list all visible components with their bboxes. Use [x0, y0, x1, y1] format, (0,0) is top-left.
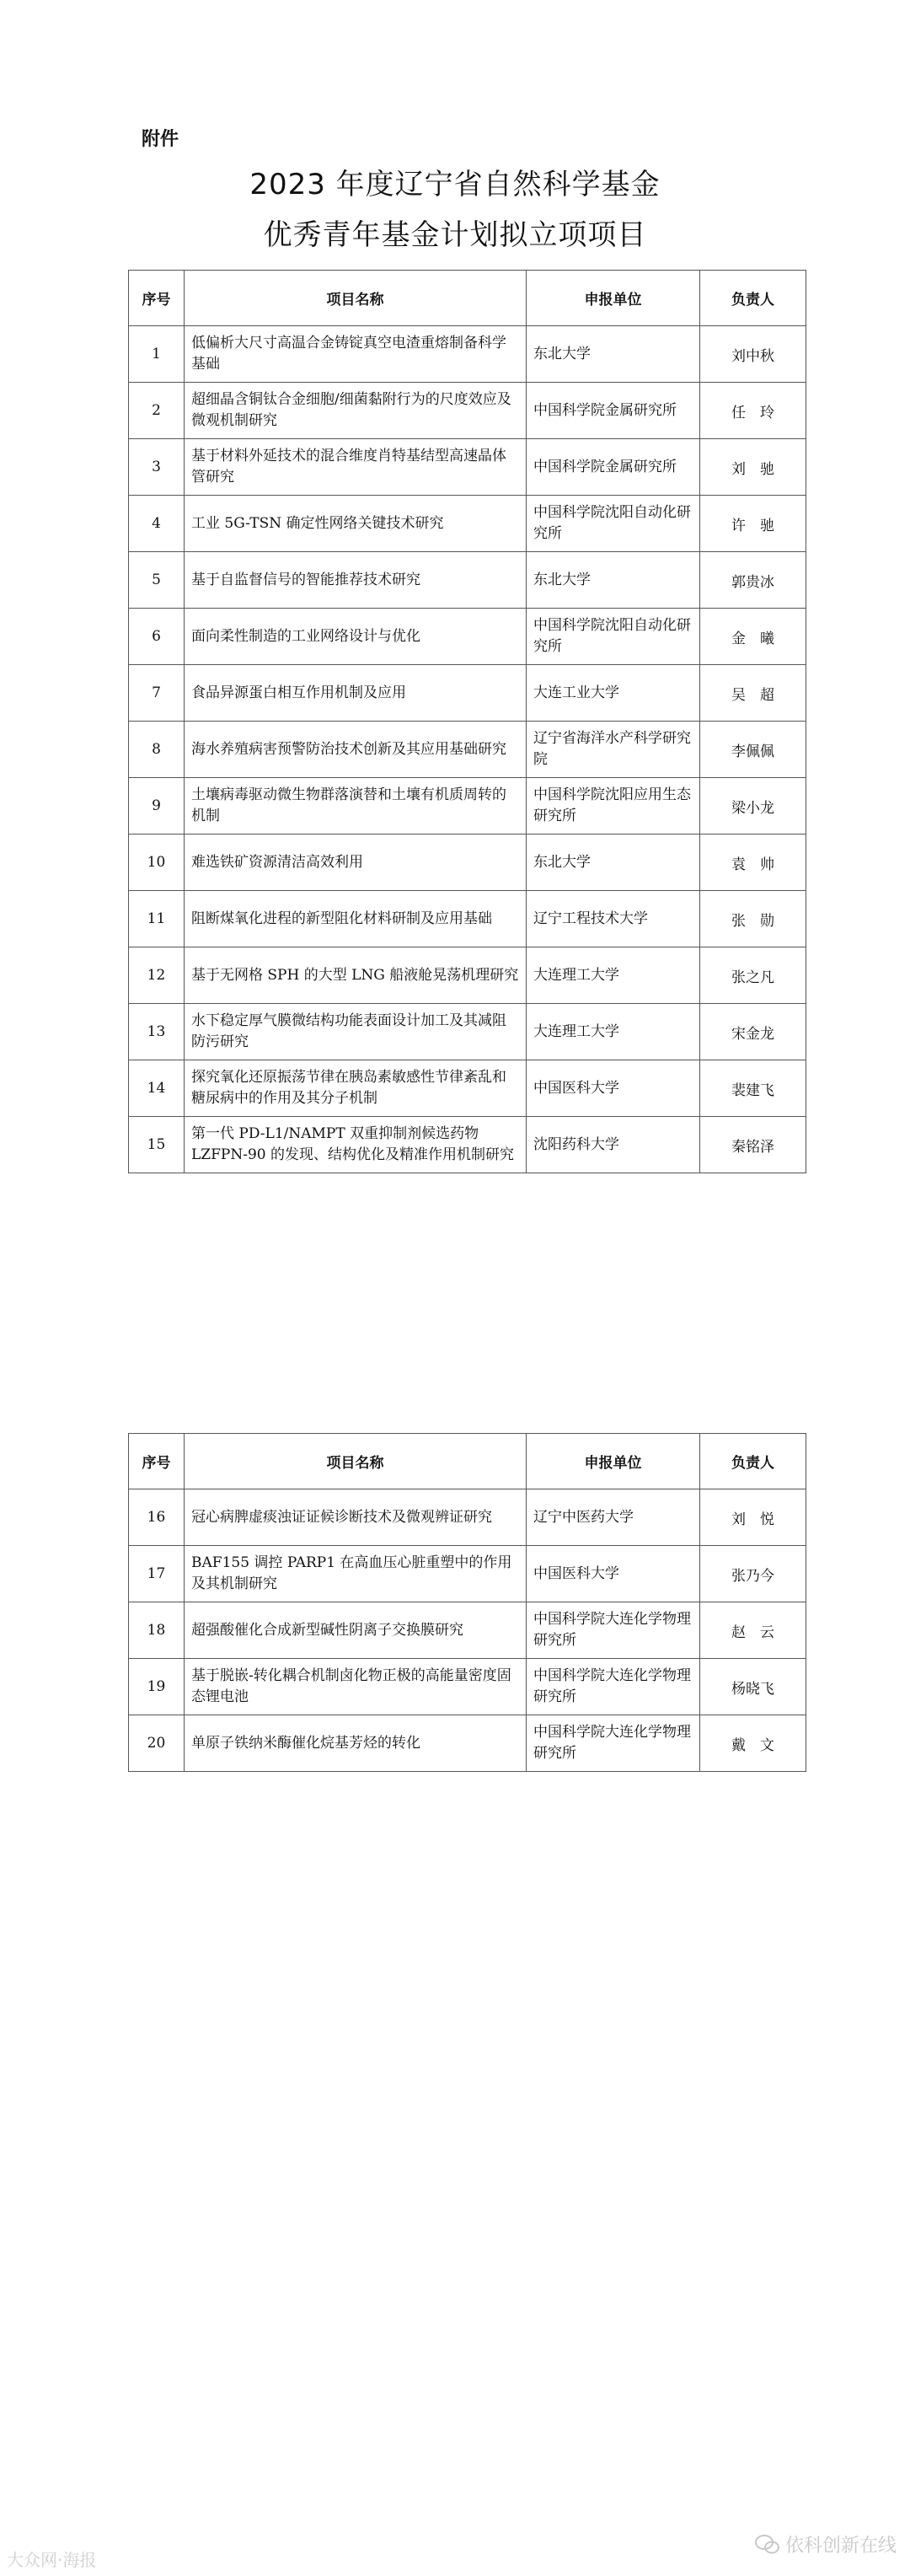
cell-idx: 4 [129, 496, 185, 552]
project-table-1 [128, 270, 806, 1173]
cell-unit: 东北大学 [527, 326, 700, 383]
cell-person: 戴 文 [700, 1715, 806, 1772]
wechat-icon [755, 2534, 780, 2556]
table-row [129, 1546, 806, 1602]
cell-unit: 中国科学院金属研究所 [527, 383, 700, 439]
cell-project-name: 冠心病脾虚痰浊证证候诊断技术及微观辨证研究 [185, 1489, 527, 1546]
cell-unit: 中国科学院沈阳应用生态研究所 [527, 778, 700, 835]
cell-project-name: 超细晶含铜钛合金细胞/细菌黏附行为的尺度效应及微观机制研究 [185, 383, 527, 439]
header-person: 负责人 [700, 1434, 806, 1489]
cell-project-name: 面向柔性制造的工业网络设计与优化 [185, 609, 527, 665]
watermark-right [755, 2531, 897, 2557]
table-row [129, 1489, 806, 1546]
watermark-left: 大众网·海报 [7, 2550, 97, 2570]
cell-unit: 中国科学院大连化学物理研究所 [527, 1659, 700, 1715]
cell-project-name: 基于脱嵌-转化耦合机制卤化物正极的高能量密度固态锂电池 [185, 1659, 527, 1715]
cell-idx: 14 [129, 1060, 185, 1117]
cell-person: 宋金龙 [700, 1004, 806, 1060]
table-row [129, 1060, 806, 1117]
cell-project-name: 工业 5G-TSN 确定性网络关键技术研究 [185, 496, 527, 552]
table-row [129, 1715, 806, 1772]
cell-unit: 中国科学院沈阳自动化研究所 [527, 609, 700, 665]
table-header-row [129, 1434, 806, 1489]
table-row [129, 778, 806, 835]
cell-project-name: 超强酸催化合成新型碱性阴离子交换膜研究 [185, 1602, 527, 1659]
cell-unit: 中国医科大学 [527, 1060, 700, 1117]
cell-person: 李佩佩 [700, 722, 806, 778]
header-unit: 申报单位 [527, 271, 700, 326]
table-header-row [129, 271, 806, 326]
cell-project-name: 食品异源蛋白相互作用机制及应用 [185, 665, 527, 722]
cell-person: 任 玲 [700, 383, 806, 439]
cell-project-name: 基于材料外延技术的混合维度肖特基结型高速晶体管研究 [185, 439, 527, 496]
cell-project-name: 低偏析大尺寸高温合金铸锭真空电渣重熔制备科学基础 [185, 326, 527, 383]
attachment-label: 附件 [142, 129, 179, 150]
table-row [129, 665, 806, 722]
cell-idx: 13 [129, 1004, 185, 1060]
header-idx: 序号 [129, 1434, 185, 1489]
cell-unit: 中国科学院沈阳自动化研究所 [527, 496, 700, 552]
table-row [129, 1004, 806, 1060]
document-title-line2: 优秀青年基金计划拟立项项目 [263, 218, 647, 252]
cell-unit: 中国科学院金属研究所 [527, 439, 700, 496]
cell-unit: 中国科学院大连化学物理研究所 [527, 1602, 700, 1659]
cell-unit: 辽宁工程技术大学 [527, 891, 700, 947]
cell-idx: 12 [129, 947, 185, 1004]
cell-person: 刘 悦 [700, 1489, 806, 1546]
cell-unit: 中国医科大学 [527, 1546, 700, 1602]
cell-project-name: 单原子铁纳米酶催化烷基芳烃的转化 [185, 1715, 527, 1772]
cell-idx: 8 [129, 722, 185, 778]
cell-person: 刘 驰 [700, 439, 806, 496]
cell-project-name: 基于自监督信号的智能推荐技术研究 [185, 552, 527, 609]
cell-idx: 18 [129, 1602, 185, 1659]
table-row [129, 496, 806, 552]
cell-unit: 中国科学院大连化学物理研究所 [527, 1715, 700, 1772]
cell-project-name: 第一代 PD-L1/NAMPT 双重抑制剂候选药物LZFPN-90 的发现、结构优化及精准作用机制研究 [185, 1117, 527, 1173]
cell-idx: 19 [129, 1659, 185, 1715]
cell-person: 赵 云 [700, 1602, 806, 1659]
cell-idx: 10 [129, 835, 185, 891]
table-row [129, 609, 806, 665]
cell-person: 郭贵冰 [700, 552, 806, 609]
header-idx: 序号 [129, 271, 185, 326]
cell-project-name: 水下稳定厚气膜微结构功能表面设计加工及其减阻防污研究 [185, 1004, 527, 1060]
cell-project-name: 阻断煤氧化进程的新型阻化材料研制及应用基础 [185, 891, 527, 947]
cell-person: 张 勋 [700, 891, 806, 947]
document-title-line1: 2023 年度辽宁省自然科学基金 [249, 168, 661, 201]
cell-idx: 6 [129, 609, 185, 665]
cell-idx: 5 [129, 552, 185, 609]
table-row [129, 326, 806, 383]
cell-project-name: 探究氧化还原振荡节律在胰岛素敏感性节律紊乱和糖尿病中的作用及其分子机制 [185, 1060, 527, 1117]
cell-person: 张乃今 [700, 1546, 806, 1602]
header-name: 项目名称 [185, 1434, 527, 1489]
cell-person: 刘中秋 [700, 326, 806, 383]
cell-unit: 大连理工大学 [527, 1004, 700, 1060]
cell-unit: 沈阳药科大学 [527, 1117, 700, 1173]
cell-person: 吴 超 [700, 665, 806, 722]
cell-project-name: 基于无网格 SPH 的大型 LNG 船液舱晃荡机理研究 [185, 947, 527, 1004]
cell-unit: 大连理工大学 [527, 947, 700, 1004]
cell-idx: 7 [129, 665, 185, 722]
cell-person: 梁小龙 [700, 778, 806, 835]
cell-project-name: BAF155 调控 PARP1 在高血压心脏重塑中的作用及其机制研究 [185, 1546, 527, 1602]
cell-idx: 1 [129, 326, 185, 383]
cell-idx: 11 [129, 891, 185, 947]
cell-idx: 3 [129, 439, 185, 496]
cell-person: 金 曦 [700, 609, 806, 665]
table-row [129, 1659, 806, 1715]
cell-unit: 辽宁省海洋水产科学研究院 [527, 722, 700, 778]
table-row [129, 891, 806, 947]
cell-unit: 大连工业大学 [527, 665, 700, 722]
cell-project-name: 难选铁矿资源清洁高效利用 [185, 835, 527, 891]
cell-idx: 17 [129, 1546, 185, 1602]
table-row [129, 835, 806, 891]
cell-idx: 16 [129, 1489, 185, 1546]
cell-idx: 15 [129, 1117, 185, 1173]
header-person: 负责人 [700, 271, 806, 326]
table-row [129, 1602, 806, 1659]
cell-unit: 东北大学 [527, 552, 700, 609]
cell-person: 裴建飞 [700, 1060, 806, 1117]
table-row [129, 1117, 806, 1173]
cell-unit: 辽宁中医药大学 [527, 1489, 700, 1546]
cell-idx: 9 [129, 778, 185, 835]
cell-person: 许 驰 [700, 496, 806, 552]
cell-person: 袁 帅 [700, 835, 806, 891]
cell-project-name: 土壤病毒驱动微生物群落演替和土壤有机质周转的机制 [185, 778, 527, 835]
table-row [129, 947, 806, 1004]
table-row [129, 722, 806, 778]
cell-person: 杨晓飞 [700, 1659, 806, 1715]
cell-idx: 2 [129, 383, 185, 439]
header-name: 项目名称 [185, 271, 527, 326]
table-row [129, 383, 806, 439]
cell-unit: 东北大学 [527, 835, 700, 891]
table-row [129, 552, 806, 609]
watermark-right-text: 依科创新在线 [784, 2536, 897, 2557]
cell-project-name: 海水养殖病害预警防治技术创新及其应用基础研究 [185, 722, 527, 778]
cell-idx: 20 [129, 1715, 185, 1772]
project-table-2 [128, 1433, 806, 1772]
table-row [129, 439, 806, 496]
cell-person: 张之凡 [700, 947, 806, 1004]
cell-person: 秦铭泽 [700, 1117, 806, 1173]
header-unit: 申报单位 [527, 1434, 700, 1489]
